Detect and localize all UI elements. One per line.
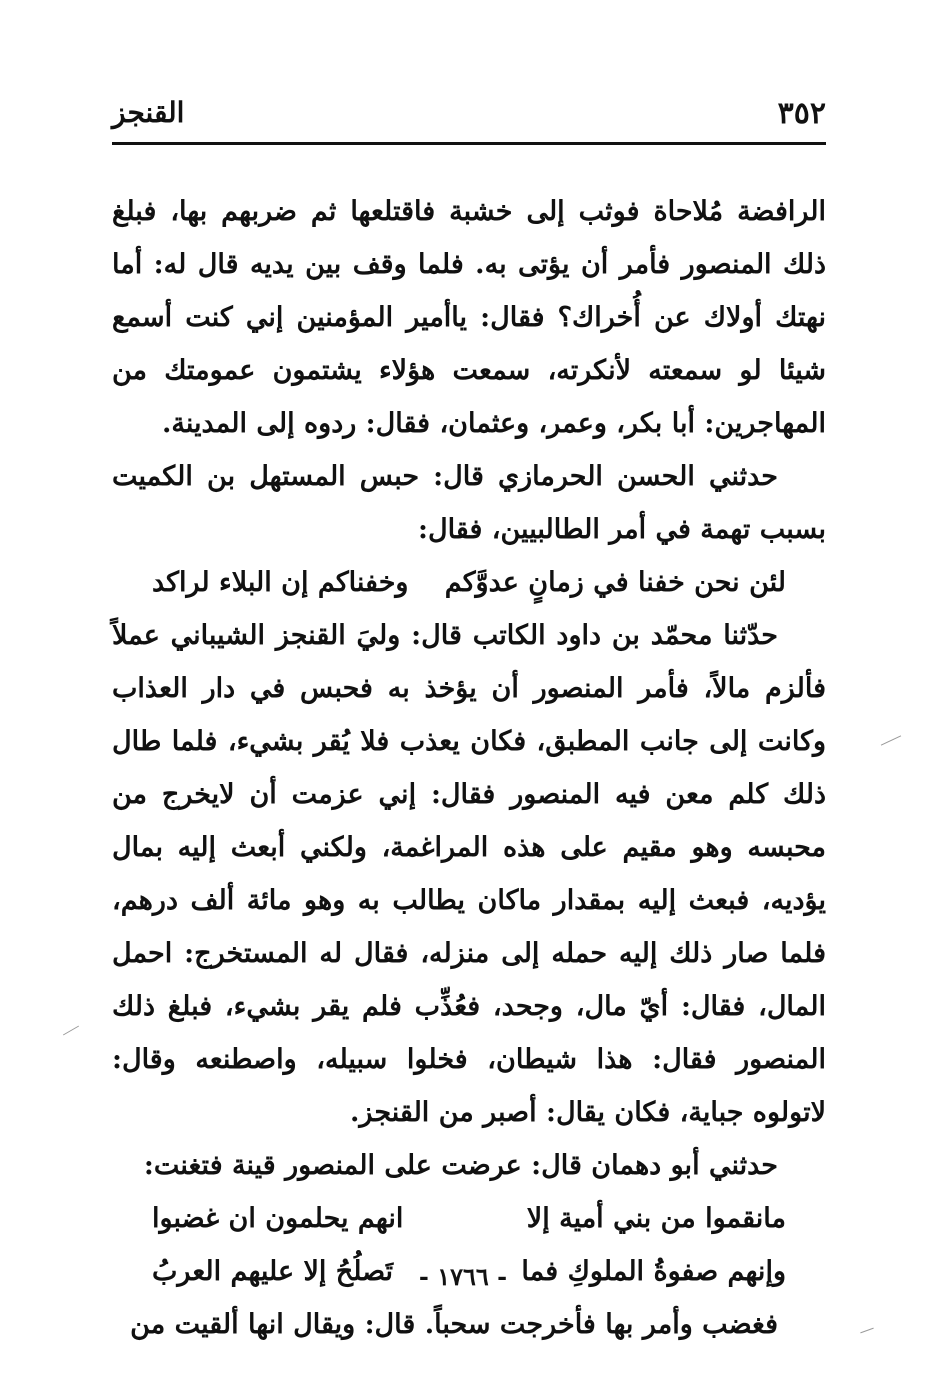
verse-line-1 (112, 556, 826, 609)
paragraph-4: حدثني أبو دهمان قال: عرضت على المنصور قينة فتغنت: (143, 1150, 778, 1181)
page-header (112, 92, 826, 138)
page-footer (0, 1262, 926, 1291)
verse-3-second-hemistich: تَصلُحُ إلا عليهم العربُ (152, 1256, 394, 1287)
body-text (112, 185, 826, 1351)
verse-line-2 (112, 1192, 826, 1245)
verse-1-first-hemistich: لئن نحن خفنا في زمانٍ عدوَّكم (444, 567, 786, 598)
paragraph-2: حدثني الحسن الحرمازي قال: حبس المستهل بن الكميت بسبب تهمة في أمر الطالبيين، فقال: (112, 461, 826, 545)
verse-2-first-hemistich: مانقموا من بني أمية إلا (526, 1203, 786, 1234)
scan-speck (860, 1328, 873, 1334)
scan-speck (63, 1026, 79, 1036)
folio-number: - ١٧٦٦ - (418, 1262, 508, 1291)
running-title: القنجز (112, 96, 185, 129)
page-number: ٣٥٢ (777, 96, 826, 131)
paragraph-5: فغضب وأمر بها فأخرجت سحباً. قال: ويقال انها ألقيت من (130, 1309, 778, 1340)
verse-3-first-hemistich: وإنهم صفوةُ الملوكِ فما (521, 1256, 786, 1287)
header-rule (112, 142, 826, 145)
scan-speck (881, 735, 901, 745)
paragraph-3: حدّثنا محمّد بن داود الكاتب قال: وليَ القنجز الشيباني عملاً فألزم مالاً، فأمر المنصور أن يؤخذ به فحبس في دار العذاب وكانت إلى جانب المطبق، فكان يعذب فلا يُقر بشيء، فلما طال ذلك كلم معن فيه المنصور فقال: إني عزمت أن لايخرج من محبسه وهو مقيم على هذه المراغمة، ولكني أبعث إليه بمال يؤديه، فبعث إليه بمقدار ماكان يطالب به وهو مائة ألف درهم، فلما صار ذلك إليه حمله إلى منزله، فقال له المستخرج: احمل المال، فقال: أيّ مال، وجحد، فعُذِّب فلم يقر بشيء، فبلغ ذلك المنصور فقال: هذا شيطان، فخلوا سبيله، واصطنعه وقال: لاتولوه جباية، فكان يقال: أصبر من القنجز. (112, 620, 826, 1128)
verse-1-second-hemistich: وخفناكم إن البلاء لراكد (152, 567, 409, 598)
paragraph-1: الرافضة مُلاحاة فوثب إلى خشبة فاقتلعها ثم ضربهم بها، فبلغ ذلك المنصور فأمر أن يؤتى به. فلما وقف بين يديه قال له: أما نهتك أولاك عن أُخراك؟ فقال: ياأمير المؤمنين إني كنت أسمع شيئا لو سمعته لأنكرته، سمعت هؤلاء يشتمون عمومتك من المهاجرين: أبا بكر، وعمر، وعثمان، فقال: ردوه إلى المدينة. (112, 196, 826, 439)
verse-2-second-hemistich: انهم يحلمون ان غضبوا (152, 1203, 404, 1234)
